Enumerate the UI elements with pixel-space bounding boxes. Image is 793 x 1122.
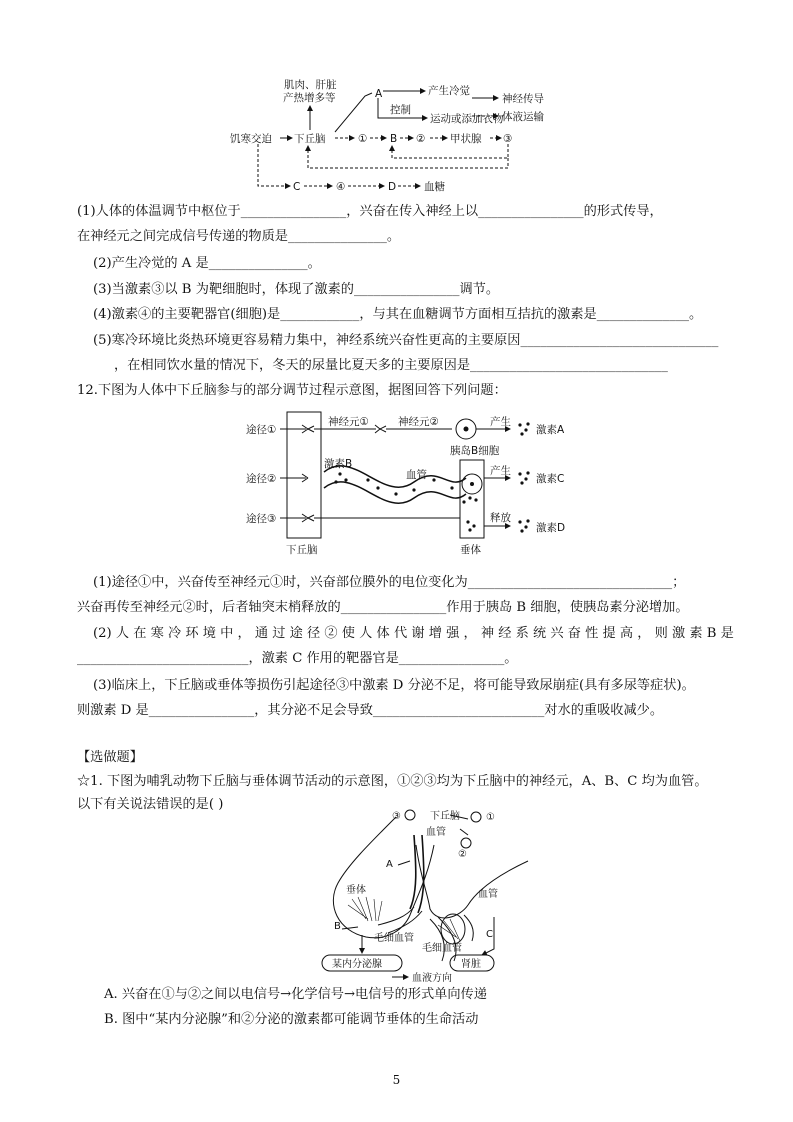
c-label: C [293,181,301,193]
gland-label: 某内分泌腺 [332,959,382,970]
control-label: 控制 [390,104,411,116]
elective-q1-line-1: ☆1. 下图为哺乳动物下丘脑与垂体调节活动的示意图，①②③均为下丘脑中的神经元，A、B、C 均为血管。 [77,774,708,789]
hypothalamus-label: 下丘脑 [286,544,318,556]
path2-label: 途径② [246,473,277,485]
q11-line-1: (1)人体的体温调节中枢位于________________，兴奋在传入神经上以________________的形式传导， [77,204,663,219]
b-label: B [334,921,341,932]
n2-label: ② [416,133,426,145]
produce1-label: 产生 [490,416,511,428]
q11-line-2: 在神经元之间完成信号传递的物质是_______________。 [77,229,401,244]
elective-q1-line-2: 以下有关说法错误的是( ) [77,797,224,812]
kidney-label: 肾脏 [461,959,481,970]
neuron1-label: 神经元① [328,416,369,428]
q12-line-3: (2) 人 在 寒 冷 环 境 中 ， 通 过 途 径 ② 使 人 体 代 谢 增 强 ， 神 经 系 统 兴 奋 性 提 高 ， 则 激 素 B 是 [93,626,734,641]
n2-label: ② [458,849,467,860]
hypothalamus-pathways-diagram [244,408,574,560]
hypothalamus-label: 下丘脑 [294,133,326,145]
capillary1-label: 毛细血管 [374,933,414,944]
pituitary-label: 垂体 [460,544,481,556]
c-label: C [486,929,493,940]
hormone-b-label: 激素B [324,458,353,470]
q11-line-4: (3)当激素③以 B 为靶细胞时，体现了激素的________________调节。 [93,282,500,297]
vessel-label: 血管 [406,469,427,481]
capillary2-label: 毛细血管 [422,943,462,954]
q12-line-4: __________________________，激素 C 作用的靶器官是________________。 [77,651,518,666]
option-b: B. 图中“某内分泌腺”和②分泌的激素都可能调节垂体的生命活动 [104,1012,479,1027]
q11-line-6: (5)寒冷环境比炎热环境更容易精力集中，神经系统兴奋性更高的主要原因______________________________ [93,333,719,348]
elective-header: 【选做题】 [77,750,143,765]
n3-label: ③ [392,811,401,822]
path1-label: 途径① [246,424,277,436]
q12-line-2: 兴奋再传至神经元②时，后者轴突末梢释放的________________作用于胰岛 B 细胞，使胰岛素分泌增加。 [77,600,689,615]
muscle-liver-label: 肌肉、肝脏 [284,79,337,91]
release-label: 释放 [490,512,511,524]
q11-line-3: (2)产生冷觉的 A 是_______________。 [93,256,321,271]
q12-line-1: (1)途径①中，兴奋传至神经元①时，兴奋部位膜外的电位变化为_______________________________； [93,575,686,590]
n1-label: ① [486,812,495,823]
q11-line-5: (4)激素④的主要靶器官(细胞)是____________，与其在血糖调节方面相互拮抗的激素是______________。 [93,307,703,322]
hormone-a-label: 激素A [536,424,565,436]
cold-stimulus-label: 饥寒交迫 [230,133,272,145]
legend-nerve-label: 神经传导 [502,93,544,105]
q11-line-7: ，在相同饮水量的情况下，冬天的尿量比夏天多的主要原因是______________________________ [114,358,668,373]
thermoregulation-diagram [220,76,550,198]
heat-increase-label: 产热增多等 [283,92,336,104]
q12-title: 12.下图为人体中下丘脑参与的部分调节过程示意图，据图回答下列问题： [77,383,507,398]
a-label: A [386,859,393,870]
hypothalamus-pituitary-diagram [318,805,548,983]
page-number: 5 [392,1073,401,1087]
blood-sugar-label: 血糖 [424,181,445,193]
path3-label: 途径③ [246,513,277,525]
exercise-label: 运动或添加衣物 [430,113,504,125]
legend-fluid-label: 体液运输 [502,111,544,123]
flow-label: 血液方向 [412,973,452,983]
n4-label: ④ [336,181,346,193]
n3-label: ③ [503,133,513,145]
option-a: A. 兴奋在①与②之间以电信号→化学信号→电信号的形式单向传递 [104,987,487,1002]
hormone-d-label: 激素D [536,522,566,534]
vessel1-label: 血管 [426,827,446,838]
q12-line-6: 则激素 D 是________________，其分泌不足会导致__________________________对水的重吸收减少。 [77,703,664,718]
neuron2-label: 神经元② [398,416,439,428]
produce2-label: 产生 [490,465,511,477]
cold-sense-label: 产生冷觉 [428,85,470,97]
d-label: D [388,181,397,193]
b-label: B [390,133,398,145]
thyroid-label: 甲状腺 [450,133,482,145]
hormone-c-label: 激素C [536,473,565,485]
a-label: A [375,88,383,100]
pituitary-label: 垂体 [346,885,366,896]
vessel2-label: 血管 [478,889,498,900]
hypothalamus-label: 下丘脑 [430,811,460,822]
q12-line-5: (3)临床上，下丘脑或垂体等损伤引起途径③中激素 D 分泌不足，将可能导致尿崩症(具有多尿等症状)。 [93,678,695,693]
n1-label: ① [358,133,368,145]
islet-b-label: 胰岛B细胞 [450,445,500,457]
